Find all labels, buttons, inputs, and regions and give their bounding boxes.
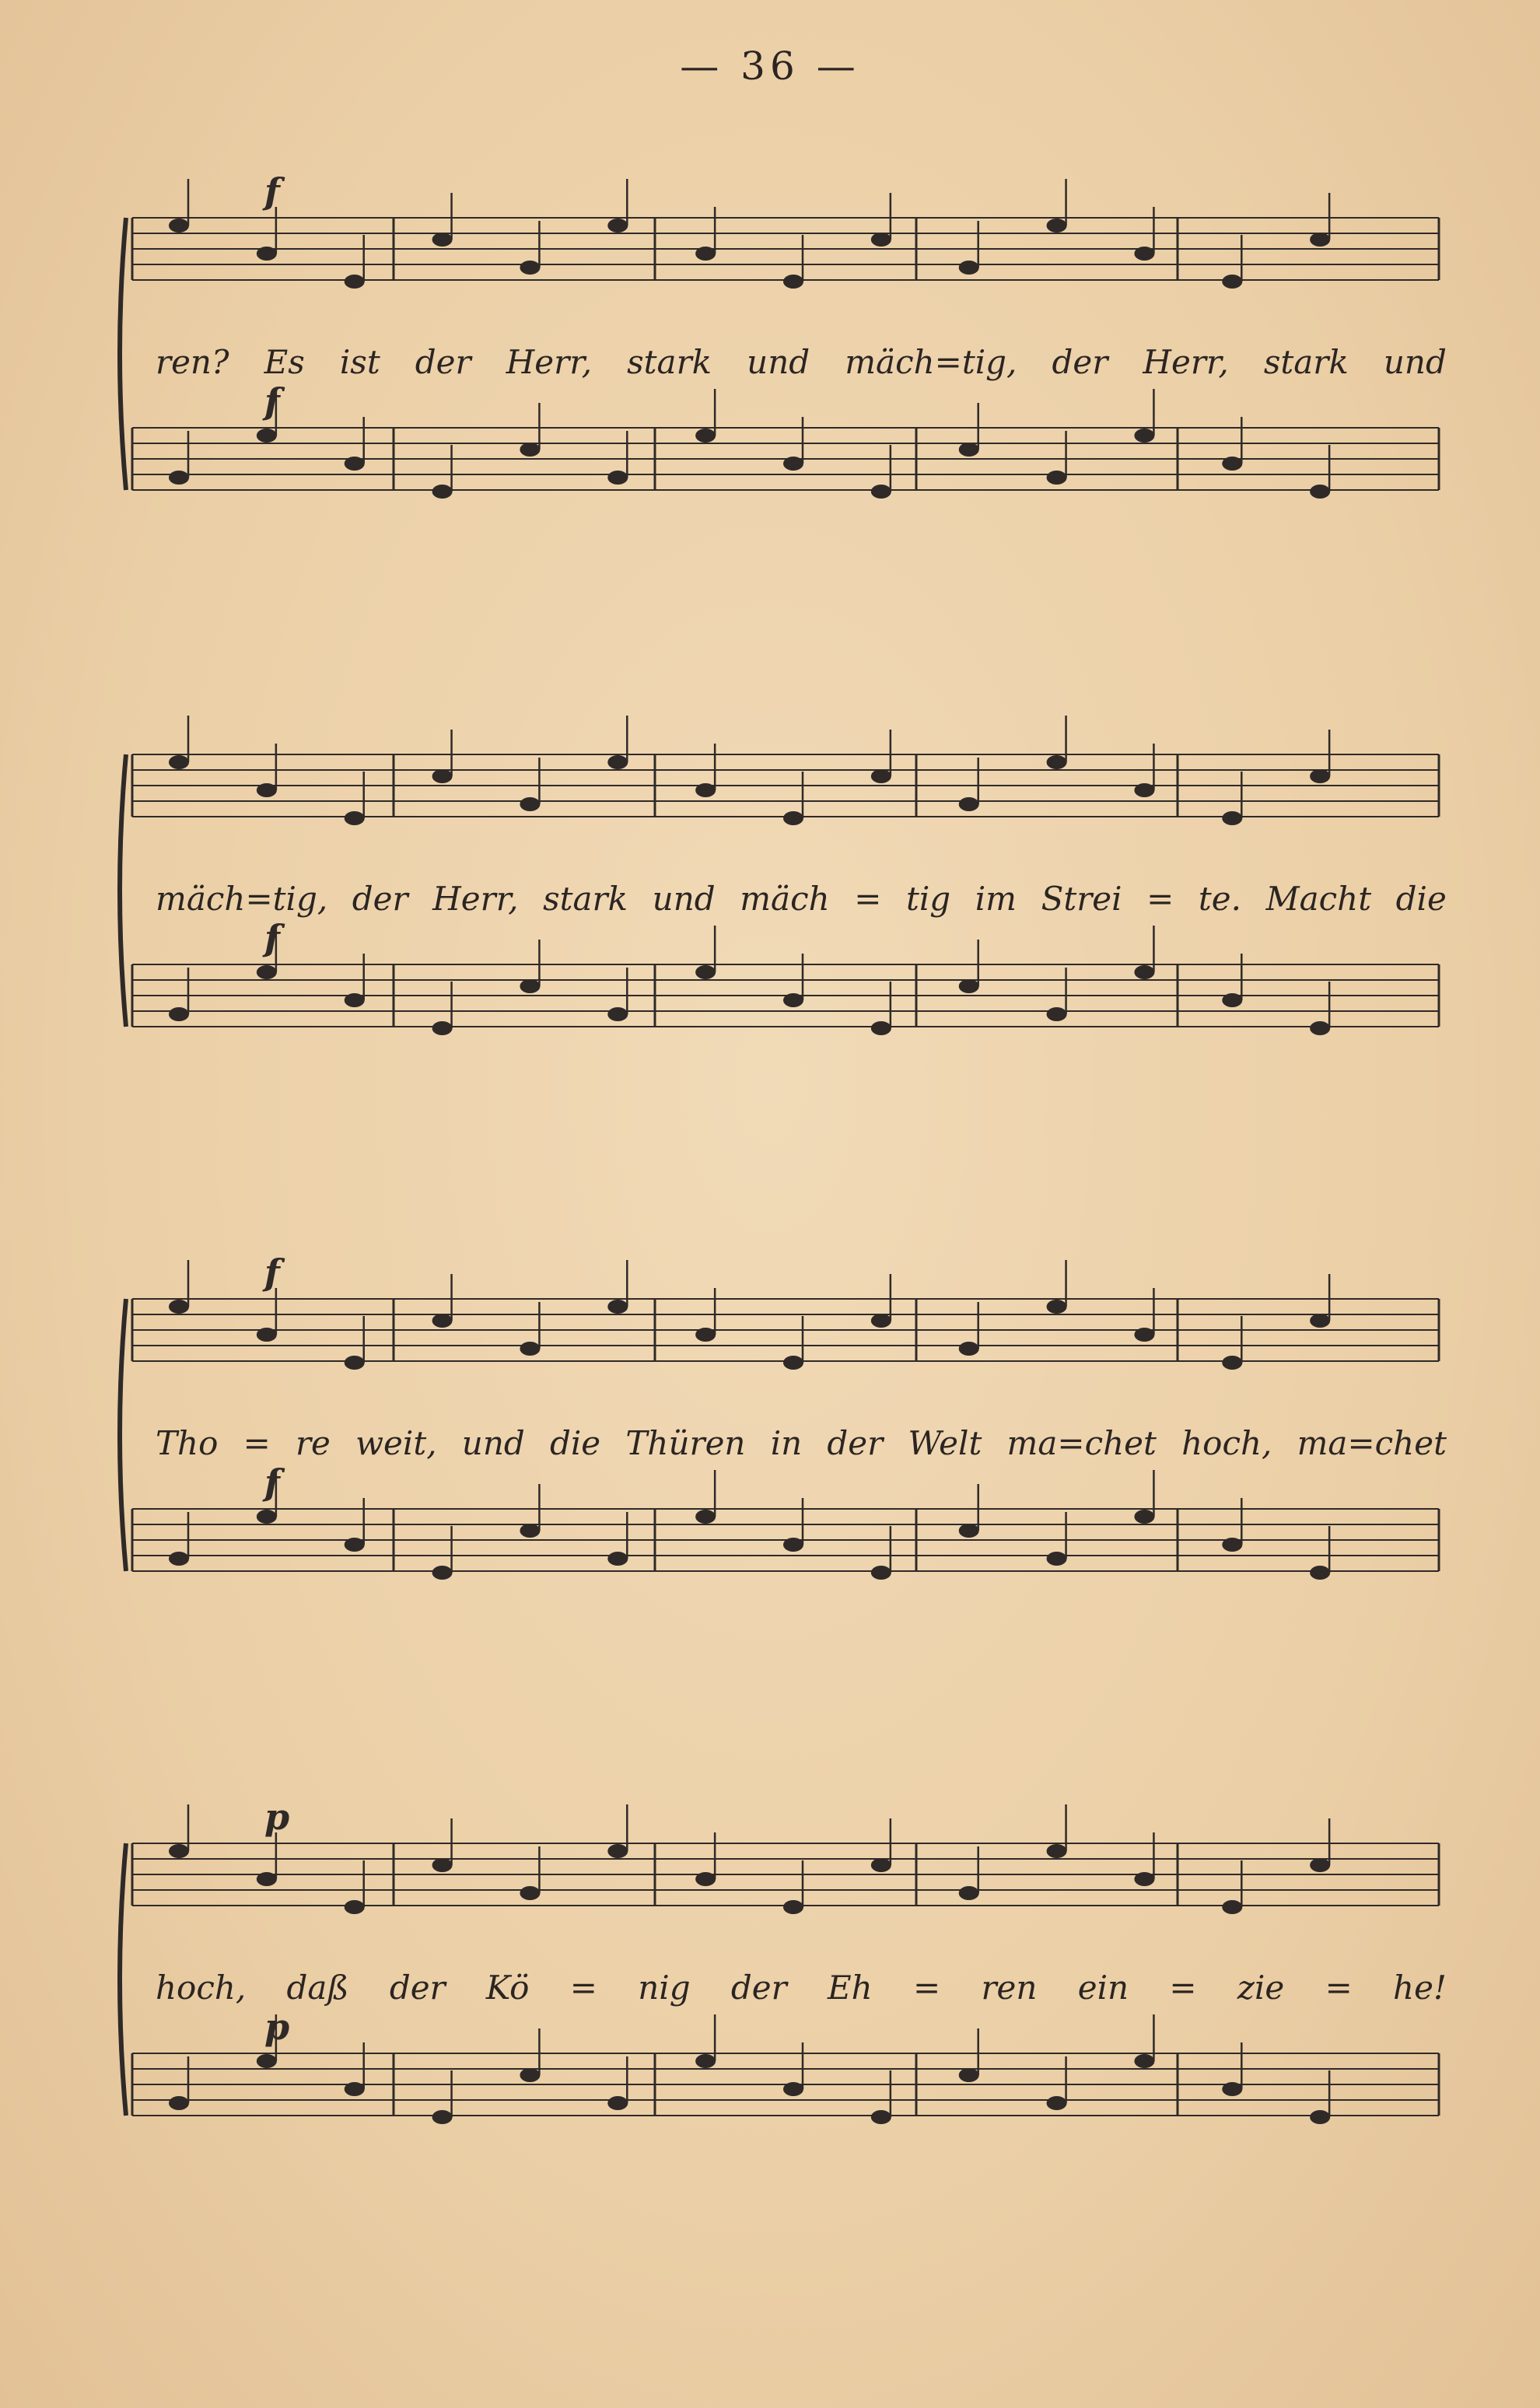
note-head — [607, 2096, 628, 2110]
note-head — [959, 979, 979, 993]
note-head — [1310, 1566, 1330, 1580]
note-head — [1134, 2054, 1154, 2068]
note-head — [257, 783, 277, 797]
lyric-syllable: Thüren — [625, 1423, 746, 1462]
note-head — [871, 233, 891, 247]
note-head — [1047, 471, 1067, 485]
note-head — [1047, 1552, 1067, 1566]
note-head — [169, 1007, 189, 1021]
note-head — [432, 769, 453, 783]
lyric-syllable: Strei — [1041, 879, 1122, 918]
note-head — [1047, 219, 1067, 233]
lyric-syllable: = — [913, 1968, 941, 2007]
note-head — [432, 485, 453, 499]
lyric-syllable: im — [975, 879, 1017, 918]
system-3-staves — [117, 1251, 1447, 1664]
note-head — [432, 1314, 453, 1328]
dynamic-mark: f — [264, 1251, 280, 1293]
lyric-syllable: = — [1146, 879, 1174, 918]
lyric-syllable: nig — [638, 1968, 691, 2007]
note-head — [607, 471, 628, 485]
note-head — [1222, 1538, 1242, 1552]
note-head — [695, 1328, 716, 1342]
note-head — [345, 1900, 365, 1914]
dynamic-mark: f — [264, 170, 280, 212]
note-head — [1047, 755, 1067, 769]
note-head — [695, 1872, 716, 1886]
lyric-syllable: Welt — [908, 1423, 982, 1462]
note-head — [783, 1356, 803, 1370]
lyric-syllable: mäch=tig, — [845, 342, 1017, 381]
note-head — [1134, 1510, 1154, 1524]
lyric-syllable: Kö — [485, 1968, 530, 2007]
note-head — [607, 219, 628, 233]
note-head — [871, 1858, 891, 1872]
note-head — [695, 247, 716, 261]
note-head — [1047, 1300, 1067, 1314]
note-head — [520, 1886, 540, 1900]
note-head — [1310, 1021, 1330, 1035]
lyric-syllable: = — [1169, 1968, 1197, 2007]
lyric-syllable: der — [389, 1968, 446, 2007]
note-head — [959, 1524, 979, 1538]
system-2-lyrics — [156, 871, 1447, 926]
note-head — [432, 1021, 453, 1035]
note-head — [871, 2110, 891, 2124]
note-head — [169, 755, 189, 769]
note-head — [959, 797, 979, 811]
note-head — [1134, 1872, 1154, 1886]
note-head — [345, 811, 365, 825]
lyric-syllable: ma=chet — [1006, 1423, 1157, 1462]
note-head — [257, 2054, 277, 2068]
lyric-syllable: Eh — [828, 1968, 873, 2007]
note-head — [783, 1538, 803, 1552]
note-head — [432, 1566, 453, 1580]
lyric-syllable: und — [1383, 342, 1447, 381]
music-system-2 — [117, 731, 1447, 1120]
note-head — [783, 1900, 803, 1914]
lyric-syllable: = — [569, 1968, 597, 2007]
lyric-syllable: stark — [543, 879, 628, 918]
lyric-syllable: mäch=tig, — [156, 879, 328, 918]
note-head — [959, 2068, 979, 2082]
lyric-syllable: = — [243, 1423, 271, 1462]
note-head — [871, 1314, 891, 1328]
music-system-3 — [117, 1251, 1447, 1664]
note-head — [169, 471, 189, 485]
lyric-syllable: die — [549, 1423, 601, 1462]
note-head — [783, 275, 803, 289]
brace — [120, 1299, 126, 1571]
note-head — [345, 275, 365, 289]
note-head — [432, 233, 453, 247]
lyric-syllable: ein — [1077, 1968, 1129, 2007]
note-head — [871, 769, 891, 783]
note-head — [1134, 783, 1154, 797]
system-3-lyrics — [156, 1416, 1447, 1470]
lyric-syllable: = — [854, 879, 882, 918]
note-head — [871, 1566, 891, 1580]
note-head — [1310, 485, 1330, 499]
note-head — [1047, 1007, 1067, 1021]
note-head — [1134, 247, 1154, 261]
note-head — [607, 1300, 628, 1314]
note-head — [520, 797, 540, 811]
lyric-syllable: re — [295, 1423, 331, 1462]
lyric-syllable: hoch, — [156, 1968, 247, 2007]
lyric-syllable: tig — [905, 879, 951, 918]
lyric-syllable: weit, — [355, 1423, 437, 1462]
lyric-syllable: der — [827, 1423, 884, 1462]
lyric-syllable: mäch — [740, 879, 830, 918]
lyric-syllable: Es — [264, 342, 305, 381]
lyric-syllable: stark — [1263, 342, 1349, 381]
note-head — [1222, 457, 1242, 471]
dynamic-mark: p — [264, 2006, 290, 2048]
note-head — [432, 1858, 453, 1872]
note-head — [607, 1007, 628, 1021]
note-head — [1310, 233, 1330, 247]
system-2-staves — [117, 731, 1447, 1120]
note-head — [871, 1021, 891, 1035]
note-head — [257, 247, 277, 261]
lyric-syllable: he! — [1393, 1968, 1447, 2007]
note-head — [783, 457, 803, 471]
lyric-syllable: der — [730, 1968, 787, 2007]
note-head — [520, 443, 540, 457]
note-head — [1310, 2110, 1330, 2124]
note-head — [257, 1328, 277, 1342]
page-number: — 36 — — [680, 44, 860, 89]
note-head — [1222, 993, 1242, 1007]
lyric-syllable: der — [352, 879, 408, 918]
lyric-syllable: ist — [339, 342, 380, 381]
note-head — [695, 783, 716, 797]
brace — [120, 1843, 126, 2116]
note-head — [520, 2068, 540, 2082]
music-system-1 — [117, 170, 1447, 583]
lyric-syllable: Tho — [156, 1423, 219, 1462]
note-head — [520, 979, 540, 993]
note-head — [607, 755, 628, 769]
brace — [120, 218, 126, 490]
note-head — [695, 965, 716, 979]
note-head — [1047, 1844, 1067, 1858]
note-head — [695, 429, 716, 443]
lyric-syllable: in — [770, 1423, 803, 1462]
note-head — [783, 2082, 803, 2096]
note-head — [1222, 1900, 1242, 1914]
note-head — [257, 965, 277, 979]
note-head — [520, 1342, 540, 1356]
system-4-lyrics — [156, 1960, 1447, 2014]
note-head — [1310, 769, 1330, 783]
lyric-syllable: und — [747, 342, 810, 381]
lyric-syllable: Herr, — [432, 879, 519, 918]
note-head — [1047, 2096, 1067, 2110]
note-head — [607, 1844, 628, 1858]
note-head — [695, 2054, 716, 2068]
lyric-syllable: der — [415, 342, 471, 381]
note-head — [1222, 2082, 1242, 2096]
note-head — [607, 1552, 628, 1566]
note-head — [520, 261, 540, 275]
lyric-syllable: und — [461, 1423, 525, 1462]
note-head — [783, 811, 803, 825]
brace — [120, 754, 126, 1027]
lyric-syllable: stark — [627, 342, 712, 381]
note-head — [959, 1342, 979, 1356]
note-head — [520, 1524, 540, 1538]
system-1-staves — [117, 170, 1447, 583]
lyric-syllable: ren? — [156, 342, 229, 381]
note-head — [1134, 965, 1154, 979]
lyric-syllable: te. — [1198, 879, 1242, 918]
dynamic-mark: f — [264, 380, 280, 422]
lyric-syllable: ma=chet — [1297, 1423, 1447, 1462]
note-head — [345, 1538, 365, 1552]
dynamic-mark: p — [264, 1796, 290, 1838]
note-head — [345, 2082, 365, 2096]
note-head — [257, 429, 277, 443]
system-1-lyrics — [156, 334, 1447, 389]
lyric-syllable: die — [1395, 879, 1447, 918]
note-head — [169, 1844, 189, 1858]
music-system-4 — [117, 1796, 1447, 2209]
lyric-syllable: daß — [286, 1968, 349, 2007]
note-head — [257, 1510, 277, 1524]
lyric-syllable: der — [1052, 342, 1108, 381]
lyric-syllable: ren — [981, 1968, 1038, 2007]
note-head — [959, 443, 979, 457]
note-head — [169, 1300, 189, 1314]
note-head — [959, 1886, 979, 1900]
note-head — [169, 219, 189, 233]
lyric-syllable: zie — [1237, 1968, 1285, 2007]
note-head — [432, 2110, 453, 2124]
note-head — [1222, 275, 1242, 289]
lyric-syllable: hoch, — [1181, 1423, 1272, 1462]
system-4-staves — [117, 1796, 1447, 2209]
lyric-syllable: und — [652, 879, 716, 918]
note-head — [1134, 1328, 1154, 1342]
note-head — [695, 1510, 716, 1524]
note-head — [169, 2096, 189, 2110]
lyric-syllable: Herr, — [506, 342, 593, 381]
lyric-syllable: Herr, — [1143, 342, 1229, 381]
dynamic-mark: f — [264, 917, 280, 959]
note-head — [1310, 1314, 1330, 1328]
note-head — [345, 1356, 365, 1370]
note-head — [783, 993, 803, 1007]
lyric-syllable: Macht — [1265, 879, 1372, 918]
note-head — [345, 457, 365, 471]
note-head — [1310, 1858, 1330, 1872]
lyric-syllable: = — [1325, 1968, 1353, 2007]
dynamic-mark: f — [264, 1461, 280, 1503]
note-head — [1222, 811, 1242, 825]
note-head — [169, 1552, 189, 1566]
note-head — [345, 993, 365, 1007]
note-head — [959, 261, 979, 275]
note-head — [257, 1872, 277, 1886]
note-head — [871, 485, 891, 499]
note-head — [1222, 1356, 1242, 1370]
note-head — [1134, 429, 1154, 443]
